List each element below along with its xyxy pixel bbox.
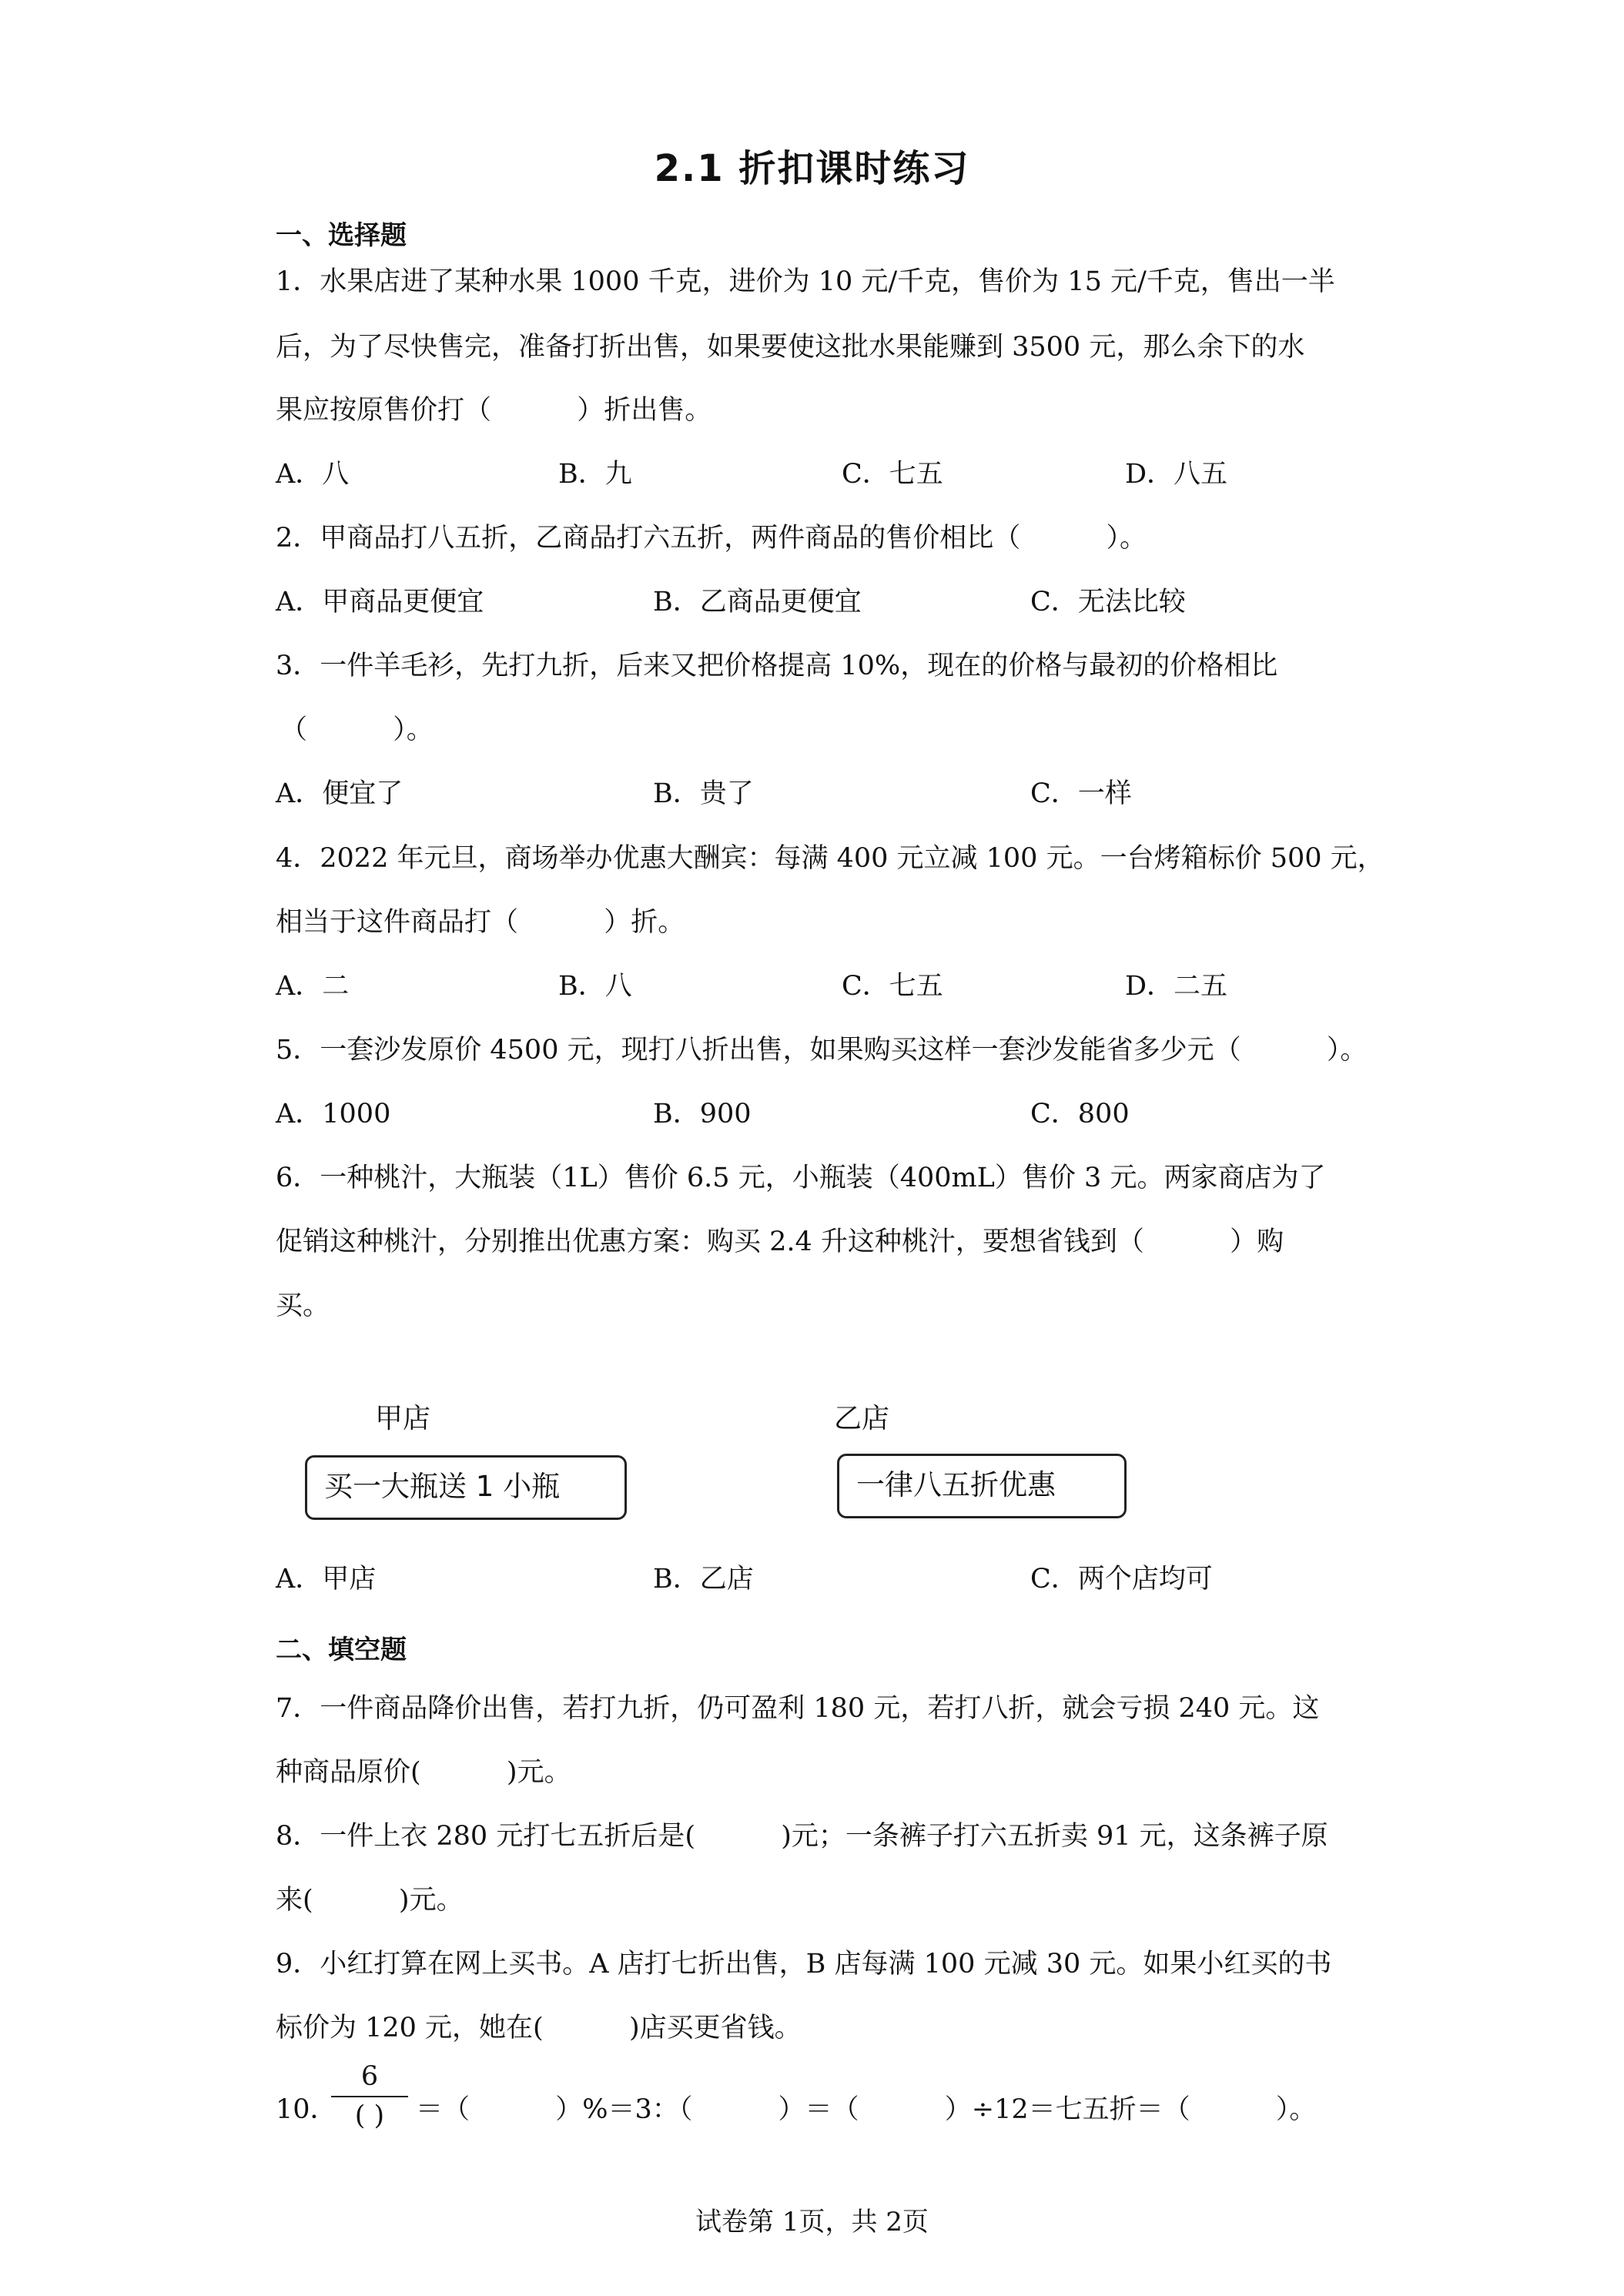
q3-option-a[interactable]: A．便宜了 xyxy=(276,778,403,809)
q4-option-b[interactable]: B．八 xyxy=(558,971,632,1002)
section-heading-choice: 一、选择题 xyxy=(276,220,407,251)
shop-b-label: 乙店 xyxy=(834,1403,890,1434)
q1-option-d[interactable]: D．八五 xyxy=(1125,459,1228,490)
q1-option-a[interactable]: A．八 xyxy=(276,459,350,490)
q10-fraction-bar xyxy=(331,2096,408,2097)
shop-a-label: 甲店 xyxy=(375,1403,431,1434)
q2-text-line: 2．甲商品打八五折，乙商品打六五折，两件商品的售价相比（ ）。 xyxy=(276,523,1147,554)
q4-text-line: 相当于这件商品打（ ）折。 xyxy=(276,907,685,938)
q10-denominator: ( ) xyxy=(354,2100,385,2131)
q10-numerator: 6 xyxy=(360,2061,379,2092)
shop-a-offer-box xyxy=(305,1455,627,1520)
q3-text-line: （ ）。 xyxy=(280,715,434,745)
q5-option-c[interactable]: C．800 xyxy=(1030,1099,1130,1130)
q1-option-b[interactable]: B．九 xyxy=(558,459,632,490)
q10-text-line: ＝（ ）%＝3：（ ）＝（ ）÷12＝七五折＝（ ）。 xyxy=(416,2094,1317,2125)
q4-option-c[interactable]: C．七五 xyxy=(842,971,943,1002)
q3-option-b[interactable]: B．贵了 xyxy=(653,778,754,809)
q3-text-line: 3．一件羊毛衫，先打九折，后来又把价格提高 10%，现在的价格与最初的价格相比 xyxy=(276,651,1278,681)
q6-text-line: 6．一种桃汁，大瓶装（1L）售价 6.5 元，小瓶装（400mL）售价 3 元。两家商店为了 xyxy=(276,1163,1326,1193)
q4-text-line: 4．2022 年元旦，商场举办优惠大酬宾：每满 400 元立减 100 元。一台烤箱标价 500 元， xyxy=(276,843,1385,874)
q2-option-a[interactable]: A．甲商品更便宜 xyxy=(276,587,484,618)
shop-b-offer: 一律八五折优惠 xyxy=(856,1468,1056,1501)
q4-option-d[interactable]: D．二五 xyxy=(1125,971,1228,1002)
q6-option-c[interactable]: C．两个店均可 xyxy=(1030,1564,1213,1595)
page-footer: 试卷第 1页，共 2页 xyxy=(695,2207,929,2237)
q6-text-line: 买。 xyxy=(276,1290,330,1321)
q2-option-b[interactable]: B．乙商品更便宜 xyxy=(653,587,862,618)
q1-text-line: 后，为了尽快售完，准备打折出售，如果要使这批水果能赚到 3500 元，那么余下的水 xyxy=(276,332,1305,363)
q7-text-line: 7．一件商品降价出售，若打九折，仍可盈利 180 元，若打八折，就会亏损 240 元。这 xyxy=(276,1693,1320,1724)
q1-option-c[interactable]: C．七五 xyxy=(842,459,943,490)
q10-prefix: 10． xyxy=(276,2094,337,2125)
q1-text-line: 果应按原售价打（ ）折出售。 xyxy=(276,395,712,426)
q2-option-c[interactable]: C．无法比较 xyxy=(1030,587,1186,618)
q6-option-a[interactable]: A．甲店 xyxy=(276,1564,377,1595)
q6-option-b[interactable]: B．乙店 xyxy=(653,1564,754,1595)
q1-text-line: 1．水果店进了某种水果 1000 千克，进价为 10 元/千克，售价为 15 元/千克，售出一半 xyxy=(276,266,1335,297)
q9-text-line: 标价为 120 元，她在( )店买更省钱。 xyxy=(276,2013,802,2043)
q6-text-line: 促销这种桃汁，分别推出优惠方案：购买 2.4 升这种桃汁，要想省钱到（ ）购 xyxy=(276,1227,1284,1257)
q8-text-line: 8．一件上衣 280 元打七五折后是( )元；一条裤子打六五折卖 91 元，这条裤子原 xyxy=(276,1821,1328,1852)
q9-text-line: 9．小红打算在网上买书。A 店打七折出售，B 店每满 100 元减 30 元。如果小红买的书 xyxy=(276,1949,1332,1980)
q4-option-a[interactable]: A．二 xyxy=(276,971,350,1002)
shop-a-offer: 买一大瓶送 1 小瓶 xyxy=(324,1470,561,1503)
section-heading-fill: 二、填空题 xyxy=(276,1635,407,1665)
q8-text-line: 来( )元。 xyxy=(276,1885,464,1916)
shop-b-offer-box xyxy=(837,1454,1127,1518)
q3-option-c[interactable]: C．一样 xyxy=(1030,778,1132,809)
q7-text-line: 种商品原价( )元。 xyxy=(276,1757,571,1788)
page-title: 2.1 折扣课时练习 xyxy=(654,147,970,190)
q5-option-a[interactable]: A．1000 xyxy=(276,1099,391,1130)
q5-option-b[interactable]: B．900 xyxy=(653,1099,752,1130)
q5-text-line: 5．一套沙发原价 4500 元，现打八折出售，如果购买这样一套沙发能省多少元（ ）。 xyxy=(276,1035,1368,1066)
